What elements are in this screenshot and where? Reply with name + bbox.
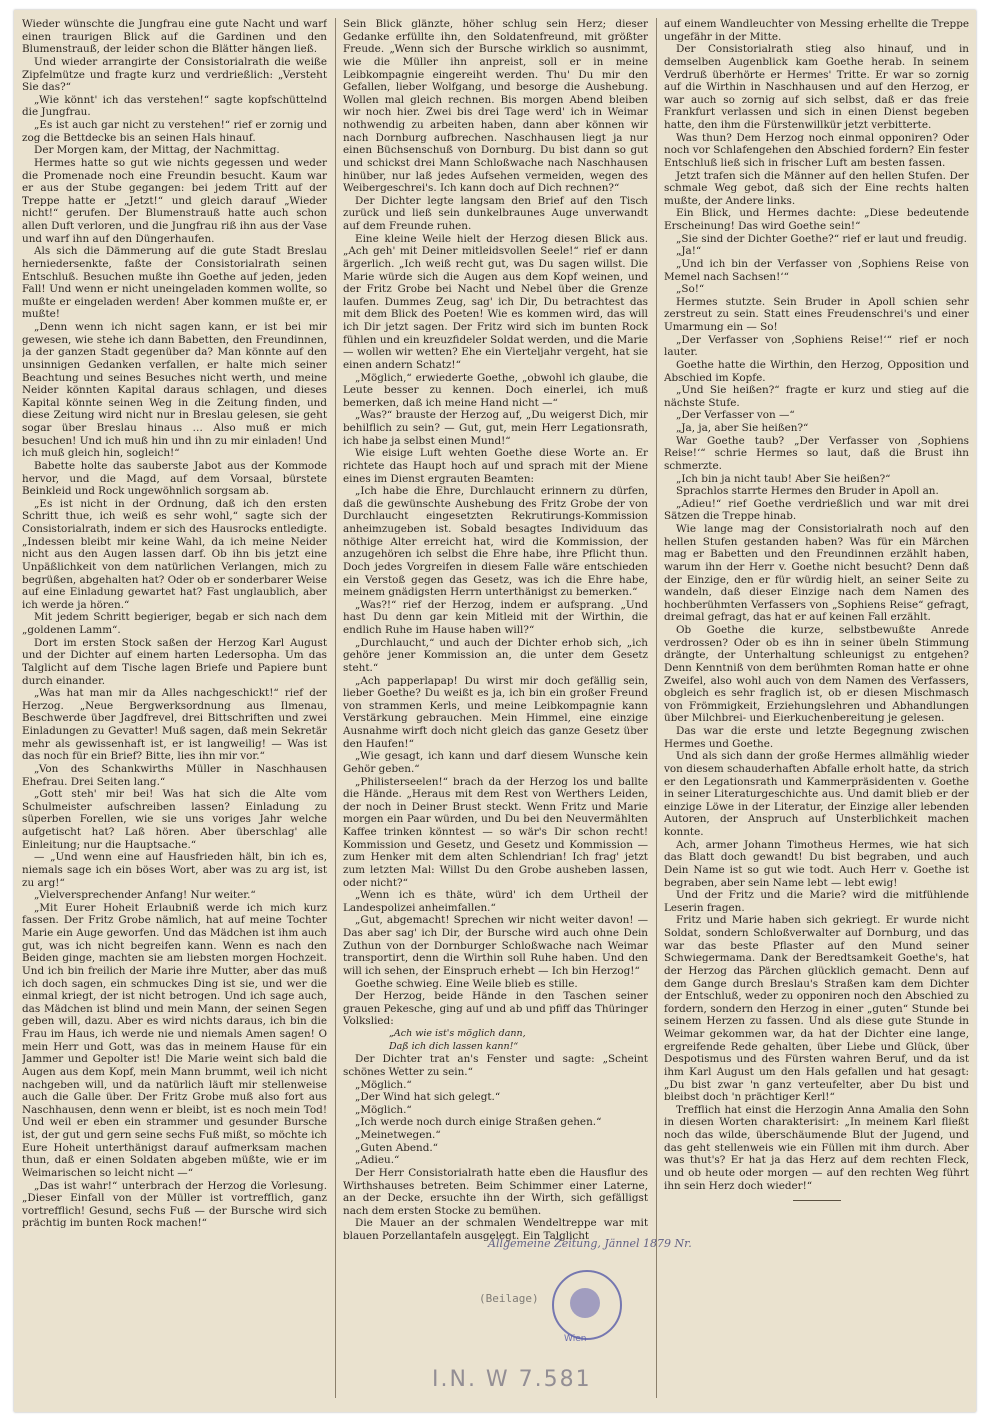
- paragraph: Mit jedem Schritt begieriger, begab er sich nach dem „goldenen Lamm“.: [22, 611, 327, 636]
- paragraph: „Philisterseelen!“ brach da der Herzog los und ballte die Hände. „Heraus mit dem Rest von Werthers Leiden, der noch in Deiner Brust steckt. Wenn Fritz und Marie morgen ein Paar würden, und Du bei den Neuvermählten Kaffee trinken könntest — so wär's Dir schon recht! Kommission und Gesetz, und Gesetz und Kommission — zum Henker mit dem alten Schlendrian! Ich frag' jetzt zum letzten Mal: Willst Du den Grobe ausheben lassen, oder nicht?“: [343, 775, 648, 889]
- paragraph: „Möglich.“: [355, 1078, 412, 1091]
- paragraph: „Wie gesagt, ich kann und darf diesem Wunsche kein Gehör geben.“: [343, 750, 648, 775]
- paragraph: Als sich die Dämmerung auf die gute Stadt Breslau herniedersenkte, faßte der Consistorialrath seinen Entschluß. Besuchen mußte ihn Goethe auf jeden, jeden Fall! Und wenn er nicht uneingeladen kommen wollte, so mußte er eingeladen werden! Aber kommen mußte er, er mußte!: [22, 245, 327, 321]
- paragraph: „Was?!“ rief der Herzog, indem er aufsprang. „Und hast Du denn gar kein Mitleid mit der Wirthin, die endlich Ruhe im Hause haben will?“: [343, 598, 648, 636]
- paragraph: „Ach papperlapap! Du wirst mir doch gefällig sein, lieber Goethe? Du weißt es ja, ich bin ein großer Freund von strammen Kerls, und meine Leibkompagnie kann Verstärkung gebrauchen. Mein Himmel, eine einzige Ausnahme wirft doch nicht gleich das ganze Gesetz über den Haufen!“: [343, 674, 648, 750]
- paragraph: Ein Blick, und Hermes dachte: „Diese bedeutende Erscheinung! Das wird Goethe sein!“: [664, 207, 969, 232]
- paragraph: Der Consistorialrath stieg also hinauf, und in demselben Augenblick kam Goethe herab. In seinem Verdruß überhörte er Hermes' Tritte. Er war so zornig auf die Wirthin in Naschhausen und auf den Herzog, er war auch so zornig auf sich selbst, daß er das freie Frankfurt verlassen und sich in einen Dienst begeben hatte, den ihm die Fürstenwillkür jetzt verbitterte.: [664, 43, 969, 131]
- paragraph: „Gut, abgemacht! Sprechen wir nicht weiter davon! — Das aber sag' ich Dir, der Bursche wird auch ohne Dein Zuthun von der Dornburger Schloßwache nach Weimar transportirt, denn die Wirthin soll Ruhe haben. Und den will ich sehen, der Einspruch erhebt — Ich bin Herzog!“: [343, 914, 648, 977]
- paragraph: Eine kleine Weile hielt der Herzog diesen Blick aus. „Ach geh' mit Deiner mitleidsvollen Seele!“ rief er dann ärgerlich. „Ich weiß recht gut, was Du sagen willst. Die Marie würde sich die Augen aus dem Kopf weinen, und der Fritz Grobe bei Nacht und Nebel über die Grenze laufen. Dummes Zeug, sag' ich Dir, Du betrachtest das mit dem Blick des Poeten! Wie es kommen wird, das will ich Dir jetzt sagen. Der Fritz wird sich im bunten Rock fühlen und ein kreuzfideler Soldat werden, und die Marie — wollen wir wetten? Ehe ein Vierteljahr vergeht, hat sie einen andern Schatz!“: [343, 232, 648, 371]
- paragraph: Wie eisige Luft wehten Goethe diese Worte an. Er richtete das Haupt hoch auf und sprach mit der Miene eines im Dienst ergrauten Beamten:: [343, 447, 648, 485]
- paragraph: „Sie sind der Dichter Goethe?“ rief er laut und freudig.: [676, 232, 967, 245]
- paragraph: „Was?“ brauste der Herzog auf, „Du weigerst Dich, mir behilflich zu sein? — Gut, gut, mein Herr Legationsrath, ich habe ja selbst einen Mund!“: [343, 409, 648, 447]
- paragraph: Sein Blick glänzte, höher schlug sein Herz; dieser Gedanke erfüllte ihn, den Soldatenfreund, mit größter Freude. „Wenn sich der Bursche wirklich so ausnimmt, wie die Müller ihn anpreist, soll er in meine Leibkompagnie eingereiht werden. Thu' Du mir den Gefallen, lieber Wolfgang, und besorge die Aushebung. Wollen mal gleich rechnen. Bis morgen Abend bleiben wir noch hier. Zwei bis drei Tage werd' ich in Weimar nothwendig zu arbeiten haben, dann aber können wir nach Dornburg aufbrechen. Naschhausen liegt ja nur einen Büchsenschuß von Dornburg. Du bist dann so gut und schickst drei Mann Schloßwache nach Naschhausen hinüber, nur laß jedes Aufsehen vermeiden, wegen des Weibergeschrei's. Ich kann doch auf Dich rechnen?“: [343, 18, 648, 195]
- paragraph: „Möglich.“: [355, 1103, 412, 1116]
- paragraph: „Was hat man mir da Alles nachgeschickt!“ rief der Herzog. „Neue Bergwerksordnung aus Ilmenau, Beschwerde über Jagdfrevel, drei Bittschriften und zwei Einladungen zu Gevatter! Muß sagen, daß mein Sekretär mehr als gewissenhaft ist, er ist langweilig! — Was ist das noch für ein Brief? Bitte, lies ihn mir vor.“: [22, 687, 327, 763]
- paragraph: Ob Goethe die kurze, selbstbewußte Anrede verdrossen? Oder ob es ihn in seiner übeln Stimmung drängte, der Unterhaltung schleunigst zu entgehen? Denn Kenntniß von dem berühmten Roman hatte er ohne Zweifel, also wohl auch von dem Namen des Verfassers, obgleich es sehr fraglich ist, ob er diesen Mischmasch von Frömmigkeit, Erziehungslehren und Abhandlungen über Milchbrei- und Eierkuchenbereitung je gelesen.: [664, 624, 969, 725]
- text-column-1: [22, 18, 327, 1400]
- pencil-annotation: (Beilage): [479, 1292, 539, 1305]
- paragraph: „Adieu!“ rief Goethe verdrießlich und war mit drei Sätzen die Treppe hinab.: [664, 497, 969, 523]
- stamp-emblem-icon: [570, 1288, 600, 1318]
- paragraph: „Adieu.“: [355, 1154, 400, 1167]
- paragraph: Dort im ersten Stock saßen der Herzog Karl August und der Dichter auf einem harten Ledersopha. Um das Talglicht auf dem Tische lagen Briefe und Papiere bunt durch einander.: [22, 636, 327, 687]
- inventory-number: I.N. W 7.581: [432, 1367, 592, 1392]
- text-column-2: [343, 18, 648, 1400]
- paragraph: Ach, armer Johann Timotheus Hermes, wie hat sich das Blatt doch gewandt! Du bist begraben, und auch Dein Name ist so gut wie todt. Auch Herr v. Goethe ist begraben, aber sein Name lebt — lebt ewig!: [664, 838, 969, 889]
- paragraph: Und wieder arrangirte der Consistorialrath die weiße Zipfelmütze und fragte kurz und verdrießlich: „Versteht Sie das?“: [22, 55, 327, 94]
- paragraph: Der Dichter trat an's Fenster und sagte: „Scheint schönes Wetter zu sein.“: [343, 1053, 648, 1078]
- paragraph: „Der Wind hat sich gelegt.“: [355, 1091, 501, 1104]
- column-rule-1: [335, 18, 336, 1398]
- paragraph: „Ich werde noch durch einige Straßen gehen.“: [355, 1116, 602, 1129]
- paragraph: Was thun? Dem Herzog noch einmal opponiren? Oder noch vor Schlafengehen den Abschied fordern? Ein fester Entschluß ließ sich in frischer Luft am besten fassen.: [664, 131, 969, 169]
- paragraph: „Mit Eurer Hoheit Erlaubniß werde ich mich kurz fassen. Der Fritz Grobe nämlich, hat auf meine Tochter Marie ein Auge geworfen. Und das Mädchen ist ihm auch gut, was ich nicht begreifen kann. Wenn es nach den Beiden ginge, machten sie am liebsten morgen Hochzeit. Und ich bin freilich der Marie ihre Mutter, aber das muß ich doch sagen, ein schmuckes Ding ist sie, und wer die einmal kriegt, der ist nicht betrogen. Und ich sage auch, das Mädchen ist blind und mein Mann, der seinen Segen geben will, dazu. Aber es wird nichts daraus, ich bin die Frau im Haus, ich werde nie und niemals Amen sagen! O mein Herr und Gott, was das in meinem Hause für ein Jammer und Gepolter ist! Die Marie weint sich bald die Augen aus dem Kopf, mein Mann brummt, weil ich nicht nachgeben will, und da natürlich läuft mir stellenweise auch die Galle über. Der Fritz Grobe muß also fort aus Naschhausen, denn wenn er bleibt, ist es noch mein Tod! Und weil er eben ein strammer und gesunder Bursche ist, der gut und gern seine sechs Fuß mißt, so möchte ich Eure Hoheit unterthänigst darauf aufmerksam machen thun, daß er einen Soldaten abgeben müßte, wie er im Weimarischen so leicht nicht —“: [22, 901, 327, 1179]
- paragraph: „Möglich,“ erwiederte Goethe, „obwohl ich glaube, die Leute besser zu kennen. Doch einerlei, ich muß bemerken, daß ich meine Hand nicht —“: [343, 371, 648, 409]
- paragraph: Trefflich hat einst die Herzogin Anna Amalia den Sohn in diesen Worten charakterisirt: „In meinem Karl fließt noch das wilde, überschäumende Blut der Jugend, und das geht stellenweis wie ein Füllen mit ihm durch. Aber was thut's? Er hat ja das Herz auf dem rechten Fleck, und ob heute oder morgen — auf den rechten Weg führt ihn sein Herz doch wieder!“: [664, 1103, 969, 1192]
- paragraph: „Vielversprechender Anfang! Nur weiter.“: [34, 889, 256, 902]
- paragraph: „So!“: [676, 283, 705, 296]
- paragraph: Goethe schwieg. Eine Weile blieb es stille.: [355, 977, 578, 990]
- paragraph: Sprachlos starrte Hermes den Bruder in Apoll an.: [676, 485, 939, 498]
- poem-line: „Ach wie ist's möglich dann,: [389, 1028, 526, 1039]
- paragraph: Goethe hatte die Wirthin, den Herzog, Opposition und Abschied im Kopfe.: [664, 358, 969, 384]
- paragraph: „Meinetwegen.“: [355, 1129, 441, 1141]
- paragraph: „Gott steh' mir bei! Was hat sich die Alte vom Schulmeister aufschreiben lassen? Einladung zu süperben Forellen, wie sie uns voriges Jahr welche aufgetischt hat? Laß hören. Aber überschlag' alle Einleitung; nur die Hauptsache.“: [22, 788, 327, 851]
- paragraph: „Und Sie heißen?“ fragte er kurz und stieg auf die nächste Stufe.: [664, 384, 969, 409]
- paragraph: Der Herzog, beide Hände in den Taschen seiner grauen Pekesche, ging auf und ab und pfiff das Thüringer Volkslied:: [343, 990, 648, 1028]
- paragraph: „Von des Schankwirths Müller in Naschhausen Ehefrau. Drei Seiten lang.“: [22, 762, 327, 788]
- paragraph: — „Und wenn eine auf Hausfrieden hält, bin ich es, niemals sage ich ein böses Wort, aber was zu arg ist, ist zu arg!“: [22, 851, 327, 889]
- end-rule: [793, 1200, 841, 1201]
- paragraph: „Ja, ja, aber Sie heißen?“: [676, 422, 809, 434]
- paragraph: „Das ist wahr!“ unterbrach der Herzog die Vorlesung. „Dieser Einfall von der Müller ist vortrefflich, ganz vortrefflich! Gesund, sechs Fuß — der Bursche wird sich prächtig im bunten Rock machen!“: [22, 1179, 327, 1230]
- paragraph: „Denn wenn ich nicht sagen kann, er ist bei mir gewesen, wie stehe ich dann Babetten, den Freundinnen, ja der ganzen Stadt gegenüber da? Man könnte auf den unsinnigen Gedanken verfallen, er halte mich seiner Beachtung und seines Besuches nicht werth, und meine Neider könnten Kapital daraus schlagen, und dieses Kapital könnte seinen Weg in die Zeitung finden, und diese Zeitung wird nicht nur in Breslau gelesen, sie geht sogar über Breslau hinaus … Also muß er mich besuchen! Und ich muß hin und ihn zu mir einladen! Und ich muß gleich hin, sogleich!“: [22, 321, 327, 460]
- library-stamp: [552, 1270, 622, 1340]
- paragraph: „Guten Abend.“: [355, 1141, 438, 1154]
- paragraph: Der Herr Consistorialrath hatte eben die Hausflur des Wirthshauses betreten. Beim Schimmer einer Laterne, an der Decke, ersuchte ihn der Wirth, sich gefälligst nach dem ersten Stocke zu bemühen.: [343, 1166, 648, 1217]
- column-rule-2: [656, 18, 657, 1398]
- paragraph: „Ich habe die Ehre, Durchlaucht erinnern zu dürfen, daß die gewünschte Aushebung des Fritz Grobe der von Durchlaucht eingesetzten Rekrutirungs-Kommission anheimzugeben ist. Sobald besagtes Individuum das nöthige Alter erreicht hat, wird die Kommission, der anzugehören ich selbst die Ehre habe, ihre Pflicht thun. Doch jedes Vorgreifen in diesem Falle wäre entschieden ein Verstoß gegen das Gesetz, was ich die Ehre habe, meinem gnädigsten Herrn unterthänigst zu bemerken.“: [343, 485, 648, 599]
- paragraph: Babette holte das sauberste Jabot aus der Kommode hervor, und die Magd, auf dem Vorsaal, bürstete Beinkleid und Rock ungewöhnlich sorgsam ab.: [22, 459, 327, 498]
- paragraph: „Der Verfasser von —“: [676, 409, 795, 422]
- paragraph: Und als sich dann der große Hermes allmählig wieder von diesem schauderhaften Abfalle erholt hatte, da strich er den Legationsrath und Kammerpräsidenten v. Goethe in seiner Literaturgeschichte aus. Und damit blieb er der einzige Löwe in der Literatur, der Einzige aller lebenden Autoren, der Anspruch auf Unsterblichkeit machen konnte.: [664, 750, 969, 838]
- paragraph: Hermes stutzte. Sein Bruder in Apoll schien sehr zerstreut zu sein. Statt eines Freudenschrei's und einer Umarmung ein — So!: [664, 295, 969, 333]
- paragraph: „Ja!“: [676, 245, 702, 258]
- paragraph: Der Dichter legte langsam den Brief auf den Tisch zurück und ließ sein dunkelbraunes Auge unverwandt auf dem Freunde ruhen.: [343, 194, 648, 232]
- paragraph: auf einem Wandleuchter von Messing erhellte die Treppe ungefähr in der Mitte.: [664, 18, 969, 43]
- paragraph: Hermes hatte so gut wie nichts gegessen und weder die Promenade noch eine Freundin besucht. Kaum war er aus der Stube gegangen: bei jedem Tritt auf der Treppe hatte er „Jetzt!“ und gleich darauf „Wieder nicht!“ gerufen. Der Blumenstrauß hatte auch schon allen Duft verloren, und die Jungfrau riß ihn aus der Vase und warf ihn auf den Düngerhaufen.: [22, 156, 327, 245]
- paragraph: Fritz und Marie haben sich gekriegt. Er wurde nicht Soldat, sondern Schloßverwalter auf Dornburg, und das war das beste Pflaster auf den Mund seiner Schwiegermama. Dank der Beredtsamkeit Goethe's, hat der Herzog das Pärchen glücklich gemacht. Denn auf dem Gange durch Breslau's Straßen kam dem Dichter der Entschluß, weder zu opponiren noch den Abschied zu fordern, sondern den Herzog in einer „guten“ Stunde bei seinem Herzen zu fassen. Und als diese gute Stunde in Weimar gekommen war, da hat der Dichter eine lange, ergreifende Rede gehalten, über Liebe und Glück, über Despotismus und des Fürsten wahren Beruf, und da ist ihm Karl August um den Hals gefallen und hat gesagt: „Du bist zwar 'n ganz verteufelter, aber Du bist und bleibst doch 'n prächtiger Kerl!“: [664, 914, 969, 1104]
- paragraph: Wie lange mag der Consistorialrath noch auf den hellen Stufen gestanden haben? Was für ein Märchen mag er Babetten und den Freundinnen erzählt haben, warum ihn der Herr v. Goethe nicht besucht? Denn daß der Einzige, den er für würdig hielt, an seiner Seite zu wandeln, daß dieser Einzige nach dem Namen des hochberühmten Verfassers von „Sophiens Reise“ gefragt, dreimal gefragt, das hat er auf keinen Fall erzählt.: [664, 523, 969, 624]
- newspaper-page: [14, 10, 976, 1412]
- paragraph: Das war die erste und letzte Begegnung zwischen Hermes und Goethe.: [664, 725, 969, 750]
- paragraph: „Durchlaucht,“ und auch der Dichter erhob sich, „ich gehöre jener Kommission an, die unter dem Gesetz steht.“: [343, 636, 648, 674]
- paragraph: Jetzt trafen sich die Männer auf den hellen Stufen. Der schmale Weg gebot, daß sich der Eine rechts halten mußte, der Andere links.: [664, 169, 969, 207]
- paragraph: „Wie könnt' ich das verstehen!“ sagte kopfschüttelnd die Jungfrau.: [22, 93, 327, 119]
- paragraph: „Der Verfasser von ‚Sophiens Reise!‘“ rief er noch lauter.: [664, 333, 969, 359]
- paragraph: „Es ist nicht in der Ordnung, daß ich den ersten Schritt thue, ich weiß es sehr wohl,“ sagte sich der Consistorialrath, indem er sich des Hausrocks entledigte. „Indessen bleibt mir keine Wahl, da ich meine Neider nicht aus den Augen lassen darf. Ob ihn bis jetzt eine Unpäßlichkeit von dem natürlichen Verlangen, mich zu begrüßen, abgehalten hat? Oder ob er sonderbarer Weise auf eine Einladung gewartet hat? Fast unglaublich, aber ich werde ja hören.“: [22, 497, 327, 611]
- paragraph: War Goethe taub? „Der Verfasser von ‚Sophiens Reise!‘“ schrie Hermes so laut, daß die Brust ihn schmerzte.: [664, 434, 969, 472]
- stamp-label: Wien: [564, 1334, 587, 1344]
- poem-line: Daß ich dich lassen kann!“: [389, 1040, 519, 1052]
- paragraph: Die Mauer an der schmalen Wendeltreppe war mit blauen Porzellantafeln ausgelegt. Ein Talglicht: [343, 1217, 648, 1242]
- text-column-3: [664, 18, 969, 1400]
- paragraph: „Und ich bin der Verfasser von ‚Sophiens Reise von Memel nach Sachsen!‘“: [664, 257, 969, 283]
- paragraph: „Wenn ich es thäte, würd' ich dem Urtheil der Landespolizei anheimfallen.“: [343, 889, 648, 914]
- paragraph: „Ich bin ja nicht taub! Aber Sie heißen?“: [676, 472, 891, 485]
- paragraph: Wieder wünschte die Jungfrau eine gute Nacht und warf einen traurigen Blick auf die Gardinen und den Blumenstrauß, der leider schon die Blätter hängen ließ.: [22, 18, 327, 56]
- paragraph: Der Morgen kam, der Mittag, der Nachmittag.: [34, 144, 280, 157]
- handwritten-source-note: Allgemeine Zeitung, Jännel 1879 Nr.: [488, 1237, 692, 1250]
- paragraph: Und der Fritz und die Marie? wird die mitfühlende Leserin fragen.: [664, 889, 969, 914]
- paragraph: „Es ist auch gar nicht zu verstehen!“ rief er zornig und zog die Bettdecke bis an seinen Hals hinauf.: [22, 119, 327, 144]
